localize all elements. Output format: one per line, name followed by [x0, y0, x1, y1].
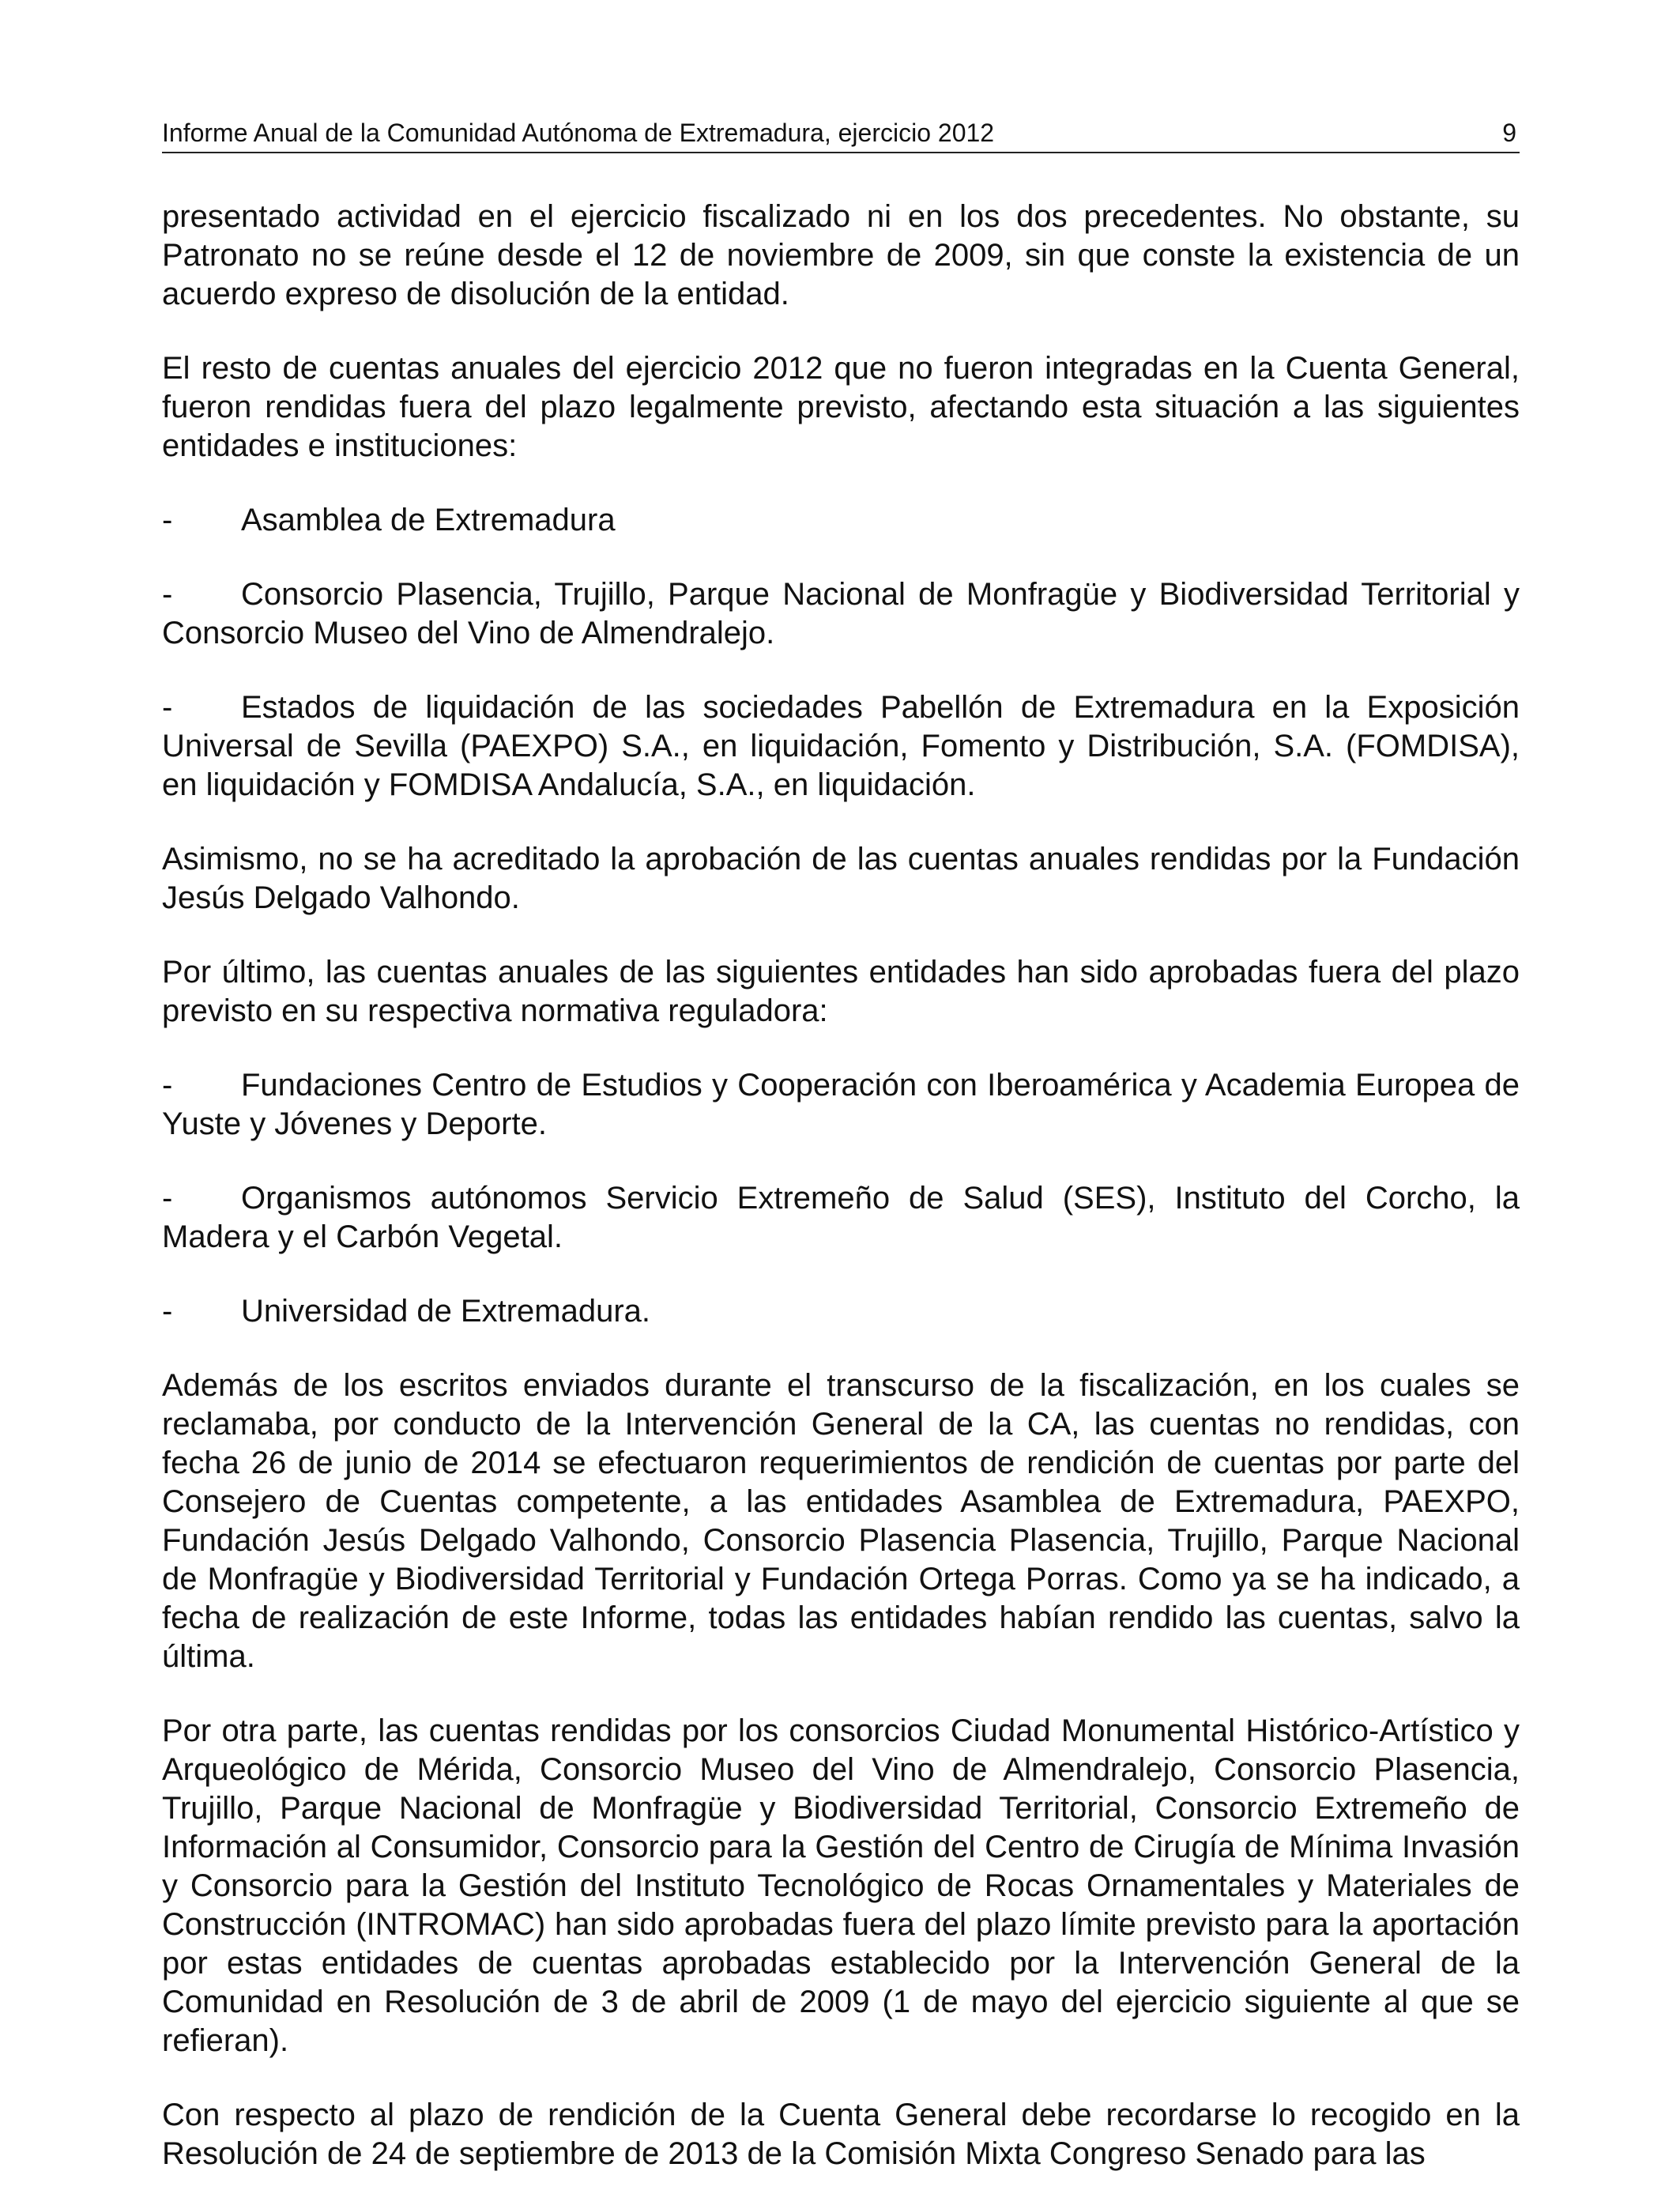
list-marker: -	[162, 577, 173, 612]
list-marker: -	[162, 1294, 173, 1329]
running-header	[162, 117, 1520, 153]
paragraph-approved-late: Por último, las cuentas anuales de las siguientes entidades han sido aprobadas fuera del plazo previsto en su respectiva normativa reguladora:	[162, 955, 1520, 1028]
list-marker: -	[162, 1181, 173, 1216]
header-title: Informe Anual de la Comunidad Autónoma de Extremadura, ejercicio 2012	[162, 119, 995, 147]
page-number: 9	[1502, 119, 1516, 147]
list-item-text: Organismos autónomos Servicio Extremeño de Salud (SES), Instituto del Corcho, la Madera y el Carbón Vegetal.	[162, 1181, 1520, 1254]
list-item-text: Universidad de Extremadura.	[241, 1294, 651, 1329]
list-marker: -	[162, 1068, 173, 1103]
list-item-text: Estados de liquidación de las sociedades Pabellón de Extremadura en la Exposición Universal de Sevilla (PAEXPO) S.A., en liquidación, Fomento y Distribución, S.A. (FOMDISA), en liquidación y FOMDISA Andalucía, S.A., en liquidación.	[162, 690, 1520, 802]
list-item-text: Consorcio Plasencia, Trujillo, Parque Nacional de Monfragüe y Biodiversidad Territorial y Consorcio Museo del Vino de Almendralejo.	[162, 577, 1520, 650]
list-item	[162, 688, 1520, 805]
paragraph-late-accounts: El resto de cuentas anuales del ejercicio 2012 que no fueron integradas en la Cuenta General, fueron rendidas fuera del plazo legalmente previsto, afectando esta situación a las siguientes entidades e instituciones:	[162, 351, 1520, 463]
list-marker: -	[162, 503, 173, 537]
paragraph-approval: Asimismo, no se ha acreditado la aprobación de las cuentas anuales rendidas por la Fundación Jesús Delgado Valhondo.	[162, 842, 1520, 915]
paragraph-consortia: Por otra parte, las cuentas rendidas por los consorcios Ciudad Monumental Histórico-Artístico y Arqueológico de Mérida, Consorcio Museo del Vino de Almendralejo, Consorcio Plasencia, Trujillo, Parque Nacional de Monfragüe y Biodiversidad Territorial, Consorcio Extremeño de Información al Consumidor, Consorcio para la Gestión del Centro de Cirugía de Mínima Invasión y Consorcio para la Gestión del Instituto Tecnológico de Rocas Ornamentales y Materiales de Construcción (INTROMAC) han sido aprobadas fuera del plazo límite previsto para la aportación por estas entidades de cuentas aprobadas establecido por la Intervención General de la Comunidad en Resolución de 3 de abril de 2009 (1 de mayo del ejercicio siguiente al que se refieran).	[162, 1713, 1520, 2058]
list-item	[162, 1292, 1520, 1331]
document-body	[162, 198, 1520, 2209]
list-item-text: Fundaciones Centro de Estudios y Cooperación con Iberoamérica y Academia Europea de Yuste y Jóvenes y Deporte.	[162, 1068, 1520, 1141]
paragraph-continuation: presentado actividad en el ejercicio fiscalizado ni en los dos precedentes. No obstante, su Patronato no se reúne desde el 12 de noviembre de 2009, sin que conste la existencia de un acuerdo expreso de disolución de la entidad.	[162, 199, 1520, 311]
list-item	[162, 1179, 1520, 1257]
list-marker: -	[162, 690, 173, 725]
paragraph-general-account: Con respecto al plazo de rendición de la Cuenta General debe recordarse lo recogido en la Resolución de 24 de septiembre de 2013 de la Comisión Mixta Congreso Senado para las	[162, 2098, 1520, 2171]
list-item	[162, 575, 1520, 653]
paragraph-requirements: Además de los escritos enviados durante el transcurso de la fiscalización, en los cuales se reclamaba, por conducto de la Intervención General de la CA, las cuentas no rendidas, con fecha 26 de junio de 2014 se efectuaron requerimientos de rendición de cuentas por parte del Consejero de Cuentas competente, a las entidades Asamblea de Extremadura, PAEXPO, Fundación Jesús Delgado Valhondo, Consorcio Plasencia Plasencia, Trujillo, Parque Nacional de Monfragüe y Biodiversidad Territorial y Fundación Ortega Porras. Como ya se ha indicado, a fecha de realización de este Informe, todas las entidades habían rendido las cuentas, salvo la última.	[162, 1368, 1520, 1674]
list-item	[162, 501, 1520, 540]
list-item-text: Asamblea de Extremadura	[241, 503, 616, 537]
list-item	[162, 1066, 1520, 1144]
